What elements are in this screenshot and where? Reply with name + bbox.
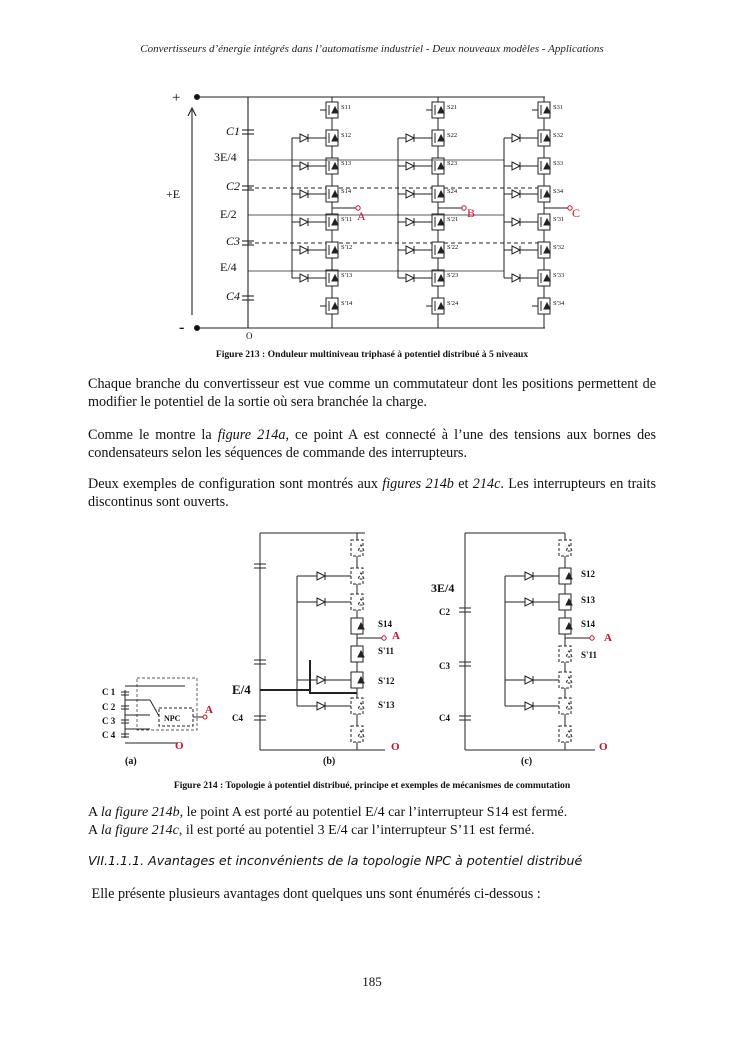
- figure-214-schematic: [95, 528, 615, 774]
- c-out-label: A: [604, 632, 612, 644]
- switch-label: S'34: [553, 300, 565, 307]
- switch-label: S13: [341, 160, 352, 167]
- switch-label: S'11: [341, 216, 353, 223]
- p2-pre: Comme le montre la: [88, 427, 218, 443]
- switch-label: S21: [447, 104, 458, 111]
- b-zero-label: O: [391, 741, 400, 753]
- switch-label: S12: [341, 132, 352, 139]
- b-tag: (b): [323, 756, 336, 767]
- p4-l1-pre: A: [88, 805, 101, 820]
- paragraph-1-text: Chaque branche du convertisseur est vue comme un commutateur dont les positions permettent de modifier le potentiel de la sortie où sera branchée la charge.: [88, 376, 656, 410]
- a-tag: (a): [125, 756, 137, 767]
- p3-ref2: 214c: [472, 476, 501, 492]
- p4-l1-ref: la figure 214b: [100, 805, 180, 820]
- p4-l2-pre: A: [88, 822, 101, 838]
- paragraph-1: [88, 376, 656, 411]
- paragraph-2: [88, 427, 656, 462]
- a-out-label: A: [205, 704, 213, 716]
- switch-label: S14: [341, 188, 352, 195]
- output-b-label: B: [467, 206, 476, 220]
- c3-label: C3: [226, 234, 241, 248]
- c-s14-label: S14: [581, 619, 596, 629]
- b-e4-label: E/4: [232, 682, 251, 697]
- minus-label: -: [179, 319, 185, 336]
- switch-label: S33: [553, 160, 564, 167]
- b-sp13-label: S'13: [378, 700, 395, 710]
- zero-label: O: [246, 331, 253, 340]
- switch-label: S'23: [447, 272, 459, 279]
- p3-ref1: figures 214b: [382, 476, 454, 492]
- c-c3-label: C3: [439, 661, 450, 671]
- switch-label: S24: [447, 188, 458, 195]
- level-e2-label: E/2: [220, 207, 237, 221]
- p3-mid: et: [453, 476, 473, 492]
- switch-label: S23: [447, 160, 458, 167]
- c-c2-label: C2: [439, 607, 450, 617]
- c-s13-label: S13: [581, 595, 596, 605]
- output-c-label: C: [572, 206, 581, 220]
- p2-post: , ce point A est connecté à l’une des tensions aux bornes des condensateurs selon les séquences de commande des interrupteurs.: [88, 427, 656, 461]
- running-header: Convertisseurs d’énergie intégrés dans l’automatisme industriel - Deux nouveaux modèles - Applications: [140, 43, 604, 55]
- p2-ref: figure 214a: [217, 427, 286, 443]
- switch-label: S11: [341, 104, 351, 111]
- output-a-label: A: [357, 209, 366, 223]
- level-e4-label: E/4: [220, 260, 237, 274]
- p3-pre: Deux exemples de configuration sont montrés aux: [88, 476, 383, 492]
- c-c4-label: C4: [439, 713, 450, 723]
- c-s12-label: S12: [581, 569, 596, 579]
- switch-label: S'12: [341, 244, 353, 251]
- paragraph-5: Elle présente plusieurs avantages dont quelques uns sont énumérés ci-dessous :: [88, 886, 541, 902]
- total-voltage-label: +E: [166, 187, 181, 201]
- a-c2-label: C 2: [102, 702, 116, 712]
- figure-213-schematic: [160, 88, 610, 340]
- switch-label: S'32: [553, 244, 565, 251]
- p4-l2-post: , il est porté au potentiel 3 E/4 car l’interrupteur S’11 est fermé.: [178, 822, 535, 838]
- a-c1-label: C 1: [102, 687, 116, 697]
- plus-label: +: [172, 90, 181, 106]
- c4-label: C4: [226, 289, 241, 303]
- a-zero-label: O: [175, 740, 184, 752]
- paragraph-4: [88, 804, 656, 839]
- section-heading: VII.1.1.1. Avantages et inconvénients de la topologie NPC à potentiel distribué: [88, 853, 583, 868]
- p4-l2-ref: la figure 214c: [100, 822, 179, 838]
- p3-post: . Les interrupteurs en traits discontinus sont ouverts.: [88, 476, 656, 510]
- a-npc-label: NPC: [164, 714, 181, 723]
- switch-label: S'21: [447, 216, 459, 223]
- p4-l1-post: , le point A est porté au potentiel E/4 car l’interrupteur S14 est fermé.: [179, 805, 568, 820]
- switch-label: S32: [553, 132, 564, 139]
- a-c4-label: C 4: [102, 730, 116, 740]
- b-sp12-label: S'12: [378, 676, 395, 686]
- c-zero-label: O: [599, 741, 608, 753]
- c2-label: C2: [226, 179, 241, 193]
- c-tag: (c): [521, 756, 533, 767]
- c1-label: C1: [226, 124, 241, 138]
- level-3e4-label: 3E/4: [214, 150, 237, 164]
- figure-213-caption: Figure 213 : Onduleur multiniveau triphasé à potentiel distribué à 5 niveaux: [215, 349, 529, 360]
- switch-label: S22: [447, 132, 458, 139]
- b-s14-label: S14: [378, 619, 393, 629]
- c-e34-label: 3E/4: [431, 581, 455, 595]
- switch-label: S'24: [447, 300, 459, 307]
- switch-label: S31: [553, 104, 564, 111]
- c-sp11-label: S'11: [581, 650, 598, 660]
- switch-label: S'22: [447, 244, 459, 251]
- switch-label: S'13: [341, 272, 353, 279]
- a-c3-label: C 3: [102, 716, 116, 726]
- switch-label: S'14: [341, 300, 353, 307]
- figure-214-caption: Figure 214 : Topologie à potentiel distribué, principe et exemples de mécanismes de commutation: [173, 780, 571, 791]
- b-c4-label: C4: [232, 713, 243, 723]
- switch-label: S34: [553, 188, 564, 195]
- switch-label: S'31: [553, 216, 565, 223]
- switch-label: S'33: [553, 272, 565, 279]
- b-sp11-label: S'11: [378, 646, 395, 656]
- paragraph-3: [88, 476, 656, 511]
- page-number: 185: [362, 974, 382, 989]
- b-out-label: A: [392, 630, 400, 642]
